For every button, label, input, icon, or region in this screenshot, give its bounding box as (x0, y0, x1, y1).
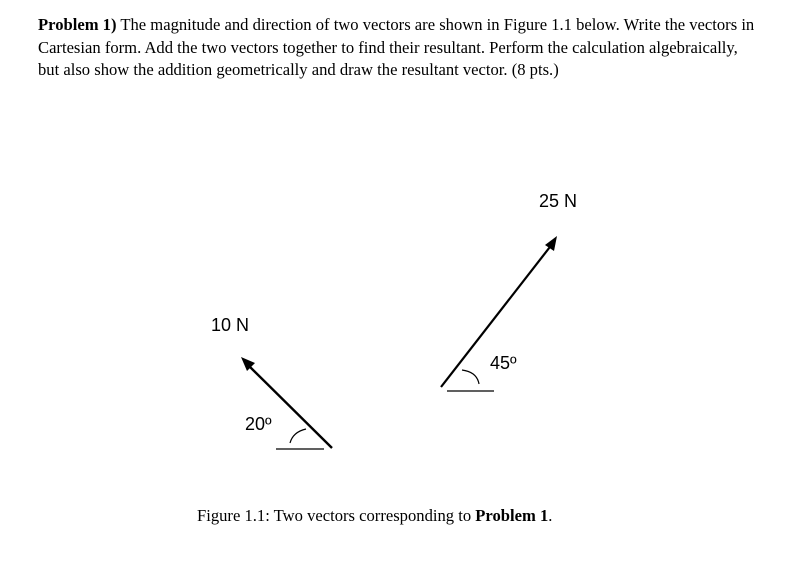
vector-left-magnitude-label: 10 N (211, 315, 250, 335)
vector-left-angle-arc (290, 429, 306, 443)
problem-label: Problem 1) (38, 15, 117, 34)
caption-suffix: . (548, 506, 553, 525)
vector-left-angle-label: 20º (245, 414, 272, 434)
vector-right-angle-label: 45º (490, 353, 517, 373)
caption-prefix: Figure 1.1: Two vectors corresponding to (197, 506, 476, 525)
figure-caption (197, 506, 552, 526)
vector-right-arrowhead (545, 236, 557, 251)
vector-left-shaft (245, 362, 332, 448)
caption-bold: Problem 1 (475, 506, 549, 525)
vector-right (441, 191, 577, 391)
vector-right-angle-arc (462, 370, 479, 384)
vector-left (211, 315, 332, 449)
vector-right-magnitude-label: 25 N (539, 191, 578, 211)
problem-body: The magnitude and direction of two vectors are shown in Figure 1.1 below. Write the vectors in Cartesian form. Add the two vectors together to find their resultant. Perform the calculation algebraically, but also show the addition geometrically and draw the resultant vector. (8 pts.) (38, 15, 755, 80)
